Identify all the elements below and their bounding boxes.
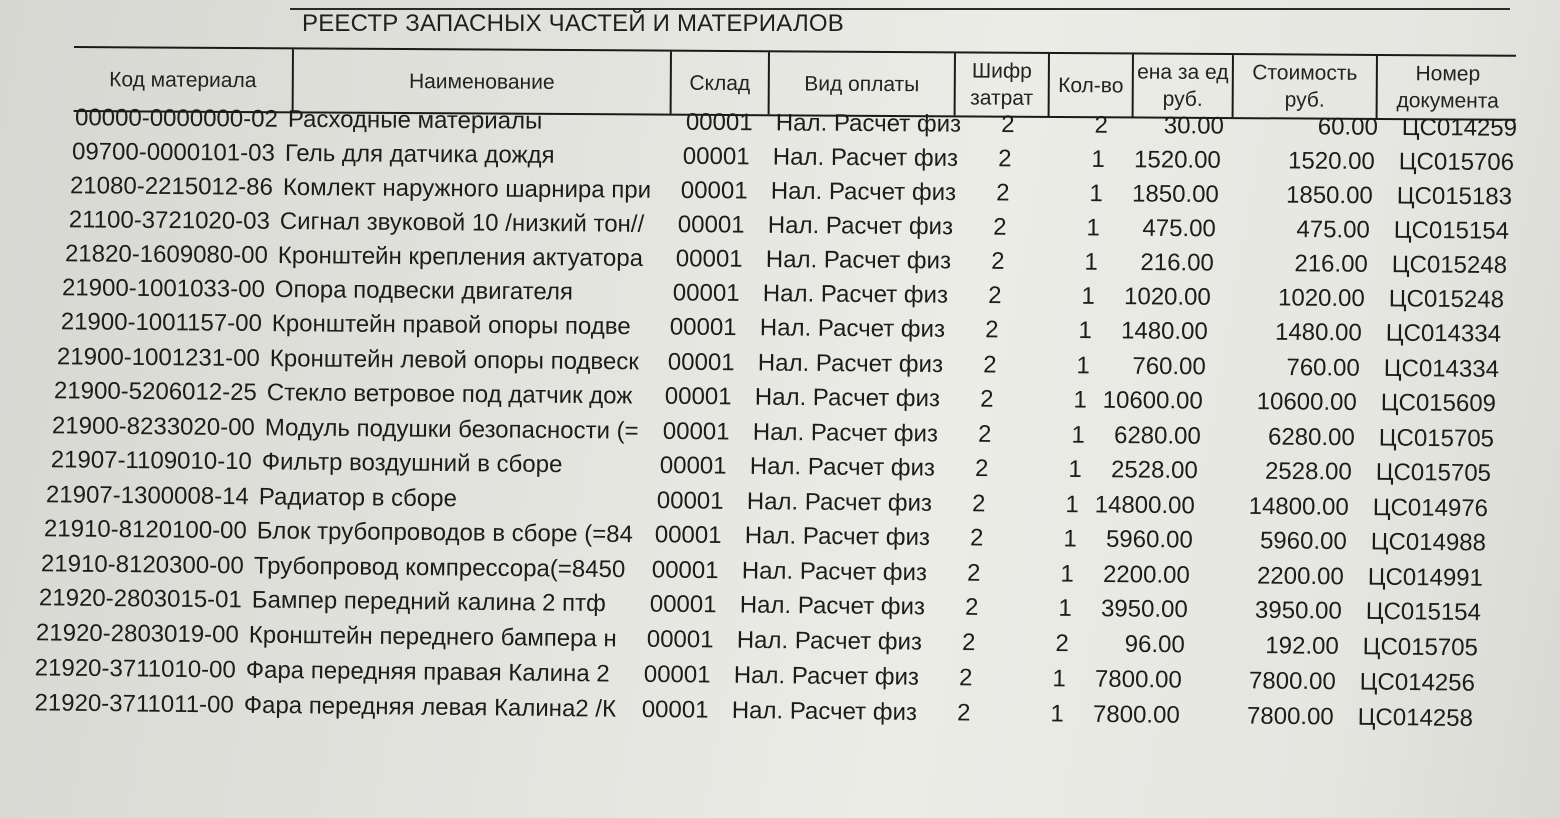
header-pay: Вид оплаты — [768, 52, 954, 115]
cost-code-cell: 2 — [998, 145, 1013, 173]
warehouse-cell: 00001 — [641, 695, 709, 724]
unit-price-cell: 1020.00 — [1123, 283, 1211, 312]
header-qty: Кол-во — [1048, 54, 1132, 117]
cost-code-cell: 2 — [956, 699, 971, 727]
warehouse-cell: 00001 — [649, 591, 717, 619]
payment-type-cell: Нал. Расчет физ — [773, 143, 959, 172]
quantity-cell: 1 — [1083, 248, 1098, 276]
warehouse-cell: 00001 — [659, 452, 727, 480]
payment-type-cell: Нал. Расчет физ — [752, 418, 938, 447]
document-number-cell: ЦС015154 — [1365, 598, 1481, 627]
document-number-cell: ЦС014334 — [1386, 320, 1502, 349]
material-code-cell: 21920-2803019-00 — [35, 619, 239, 649]
material-name-cell: Блок трубопроводов в сборе (=84 — [256, 517, 633, 549]
document-number-cell: ЦС015705 — [1362, 633, 1479, 662]
header-price-line1: ена за ед — [1137, 60, 1229, 85]
unit-price-cell: 14800.00 — [1094, 490, 1196, 519]
unit-price-cell: 760.00 — [1132, 352, 1206, 381]
document-number-cell: ЦС015248 — [1388, 285, 1505, 314]
warehouse-cell: 00001 — [662, 417, 730, 446]
material-code-cell: 21907-1109010-10 — [50, 446, 252, 476]
material-code-cell: 21100-3721020-03 — [68, 206, 271, 235]
total-cost-cell: 3950.00 — [1254, 597, 1342, 626]
material-name-cell: Радиатор в сборе — [259, 482, 458, 512]
cost-code-cell: 2 — [959, 664, 973, 692]
document-number-cell: ЦС014988 — [1370, 528, 1486, 557]
total-cost-cell: 2528.00 — [1264, 457, 1352, 486]
quantity-cell: 1 — [1070, 421, 1085, 449]
payment-type-cell: Нал. Расчет физ — [770, 177, 956, 206]
total-cost-cell: 2200.00 — [1257, 562, 1345, 591]
unit-price-cell: 1480.00 — [1121, 317, 1209, 346]
unit-price-cell: 1520.00 — [1134, 146, 1222, 174]
header-price-line2: руб. — [1162, 87, 1203, 111]
payment-type-cell: Нал. Расчет физ — [749, 452, 936, 482]
quantity-cell: 1 — [1057, 595, 1072, 623]
header-code: Код материала — [109, 67, 257, 92]
document-number-cell: ЦС015706 — [1399, 148, 1515, 177]
warehouse-cell: 00001 — [646, 625, 714, 654]
header-doc-line2: документа — [1396, 89, 1499, 113]
quantity-cell: 1 — [1089, 180, 1103, 208]
unit-price-cell: 7800.00 — [1092, 700, 1180, 729]
material-name-cell: Бампер передний калина 2 птф — [251, 586, 606, 618]
material-code-cell: 21907-1300008-14 — [46, 480, 250, 510]
material-code-cell: 21900-1001157-00 — [61, 308, 263, 338]
cost-code-cell: 2 — [961, 629, 976, 657]
unit-price-cell: 1850.00 — [1131, 180, 1219, 209]
warehouse-cell: 00001 — [657, 486, 725, 515]
document-number-cell: ЦС014256 — [1360, 668, 1476, 697]
document-number-cell: ЦС015705 — [1378, 424, 1494, 453]
document-number-cell: ЦС015248 — [1391, 251, 1507, 280]
warehouse-cell: 00001 — [670, 313, 738, 342]
warehouse-cell: 00001 — [651, 556, 719, 584]
header-sklad: Склад — [670, 52, 768, 115]
cost-code-cell: 2 — [969, 524, 984, 552]
cost-code-cell: 2 — [977, 420, 992, 448]
material-code-cell: 21080-2215012-86 — [69, 172, 273, 201]
quantity-cell: 1 — [1050, 700, 1064, 728]
warehouse-cell: 00001 — [644, 660, 712, 689]
cost-code-cell: 2 — [972, 489, 986, 517]
document-title: РЕЕСТР ЗАПАСНЫХ ЧАСТЕЙ И МАТЕРИАЛОВ — [302, 10, 844, 37]
total-cost-cell: 10600.00 — [1256, 388, 1358, 417]
payment-type-cell: Нал. Расчет физ — [762, 280, 949, 309]
header-name: Наименование — [292, 49, 670, 113]
material-name-cell: Фильтр воздушний в сборе — [261, 448, 563, 479]
payment-type-cell: Нал. Расчет физ — [767, 211, 954, 241]
header-cost-line1: Стоимость — [1252, 61, 1358, 85]
quantity-cell: 1 — [1078, 317, 1093, 345]
cost-code-cell: 2 — [985, 316, 1000, 344]
total-cost-cell: 1480.00 — [1275, 319, 1363, 347]
payment-type-cell: Нал. Расчет физ — [754, 383, 941, 413]
cost-code-cell: 2 — [993, 213, 1007, 241]
document-number-cell: ЦС015183 — [1396, 182, 1512, 211]
unit-price-cell: 30.00 — [1163, 112, 1224, 140]
header-price — [1132, 54, 1232, 117]
total-cost-cell: 1850.00 — [1285, 181, 1373, 210]
quantity-cell: 1 — [1052, 665, 1067, 693]
document-number-cell: ЦС015154 — [1393, 216, 1510, 245]
material-name-cell: Кронштейн крепления актуатора — [277, 242, 643, 273]
warehouse-cell: 00001 — [685, 108, 753, 137]
material-code-cell: 21900-5206012-25 — [54, 377, 258, 407]
header-doc — [1376, 56, 1518, 119]
material-name-cell: Фара передняя левая Калина2 /К — [243, 691, 616, 723]
document-number-cell: ЦС015609 — [1380, 389, 1497, 418]
header-shifr-line2: затрат — [970, 86, 1034, 110]
quantity-cell: 1 — [1073, 386, 1088, 414]
document-number-cell: ЦС014258 — [1357, 703, 1473, 732]
warehouse-cell: 00001 — [672, 279, 740, 308]
material-code-cell: 21920-3711010-00 — [35, 654, 237, 684]
header-shifr — [954, 53, 1048, 116]
cost-code-cell: 2 — [967, 559, 981, 587]
total-cost-cell: 60.00 — [1317, 113, 1378, 141]
unit-price-cell: 6280.00 — [1113, 421, 1201, 450]
cost-code-cell: 2 — [990, 247, 1005, 275]
material-name-cell: Кронштейн переднего бампера н — [248, 621, 617, 653]
total-cost-cell: 1020.00 — [1277, 284, 1365, 313]
quantity-cell: 1 — [1063, 525, 1077, 553]
payment-type-cell: Нал. Расчет физ — [739, 591, 925, 621]
quantity-cell: 1 — [1091, 145, 1106, 173]
material-code-cell: 21900-1001033-00 — [61, 274, 265, 304]
unit-price-cell: 2528.00 — [1110, 456, 1198, 485]
warehouse-cell: 00001 — [664, 382, 732, 411]
quantity-cell: 2 — [1094, 111, 1108, 139]
quantity-cell: 1 — [1076, 351, 1090, 380]
cost-code-cell: 2 — [964, 594, 979, 622]
quantity-cell: 1 — [1060, 560, 1075, 588]
unit-price-cell: 216.00 — [1139, 249, 1214, 277]
quantity-cell: 2 — [1055, 630, 1069, 658]
payment-type-cell: Нал. Расчет физ — [741, 557, 928, 586]
material-name-cell: Кронштейн левой опоры подвеск — [269, 344, 639, 376]
document-number-cell: ЦС014976 — [1373, 493, 1489, 522]
warehouse-cell: 00001 — [677, 211, 745, 239]
material-code-cell: 21900-8233020-00 — [51, 411, 255, 441]
cost-code-cell: 2 — [982, 351, 997, 379]
warehouse-cell: 00001 — [683, 142, 751, 171]
material-name-cell: Стекло ветровое под датчик дож — [266, 379, 633, 410]
document-number-cell: ЦС014334 — [1383, 354, 1499, 383]
quantity-cell: 1 — [1081, 283, 1095, 311]
warehouse-cell: 00001 — [680, 176, 748, 205]
unit-price-cell: 7800.00 — [1095, 665, 1183, 694]
material-name-cell: Модуль подушки безопасности (= — [264, 413, 639, 445]
payment-type-cell: Нал. Расчет физ — [760, 314, 946, 344]
payment-type-cell: Нал. Расчет физ — [765, 246, 951, 275]
material-name-cell: Опора подвески двигателя — [274, 276, 574, 306]
total-cost-cell: 760.00 — [1286, 353, 1360, 382]
cost-code-cell: 2 — [988, 282, 1002, 310]
unit-price-cell: 3950.00 — [1100, 595, 1188, 624]
material-code-cell: 21920-2803015-01 — [38, 584, 242, 614]
total-cost-cell: 192.00 — [1265, 632, 1339, 661]
total-cost-cell: 14800.00 — [1248, 492, 1350, 521]
material-code-cell: 21900-1001231-00 — [56, 343, 260, 372]
material-name-cell: Гель для датчика дождя — [285, 139, 556, 169]
payment-type-cell: Нал. Расчет физ — [734, 661, 920, 691]
cost-code-cell: 2 — [1001, 111, 1015, 139]
document-number-cell: ЦС014991 — [1367, 563, 1484, 592]
quantity-cell: 1 — [1065, 490, 1080, 518]
total-cost-cell: 1520.00 — [1288, 147, 1376, 175]
unit-price-cell: 5960.00 — [1105, 525, 1193, 554]
payment-type-cell: Нал. Расчет физ — [747, 487, 933, 517]
header-cost — [1232, 55, 1376, 118]
unit-price-cell: 475.00 — [1142, 214, 1217, 243]
material-name-cell: Комлект наружного шарнира при — [282, 173, 651, 204]
payment-type-cell: Нал. Расчет физ — [757, 349, 943, 378]
material-code-cell: 21820-1609080-00 — [64, 240, 268, 269]
material-code-cell: 09700-0000101-03 — [72, 138, 276, 167]
payment-type-cell: Нал. Расчет физ — [775, 109, 962, 138]
material-code-cell: 00000-0000000-02 — [74, 104, 278, 133]
material-code-cell: 21910-8120300-00 — [41, 550, 245, 580]
document-number-cell: ЦС014259 — [1401, 113, 1518, 142]
total-cost-cell: 7800.00 — [1246, 702, 1334, 731]
total-cost-cell: 216.00 — [1293, 250, 1368, 278]
payment-type-cell: Нал. Расчет физ — [731, 696, 917, 726]
warehouse-cell: 00001 — [675, 245, 743, 273]
unit-price-cell: 2200.00 — [1103, 560, 1191, 589]
material-name-cell: Трубопровод компрессора(=8450 — [253, 552, 626, 583]
material-code-cell: 21920-3711011-00 — [34, 689, 234, 719]
header-doc-line1: Номер — [1415, 62, 1481, 86]
payment-type-cell: Нал. Расчет физ — [736, 626, 923, 656]
total-cost-cell: 6280.00 — [1267, 422, 1355, 451]
cost-code-cell: 2 — [980, 385, 994, 413]
unit-price-cell: 96.00 — [1124, 630, 1185, 659]
quantity-cell: 1 — [1068, 455, 1082, 484]
total-cost-cell: 7800.00 — [1249, 667, 1337, 696]
total-cost-cell: 5960.00 — [1259, 527, 1347, 556]
payment-type-cell: Нал. Расчет физ — [744, 522, 930, 552]
warehouse-cell: 00001 — [654, 521, 722, 550]
quantity-cell: 1 — [1086, 214, 1101, 242]
unit-price-cell: 10600.00 — [1102, 386, 1204, 415]
material-name-cell: Фара передняя правая Калина 2 — [246, 656, 611, 688]
material-name-cell: Сигнал звуковой 10 /низкий тон// — [279, 207, 645, 238]
material-name-cell: Кронштейн правой опоры подве — [272, 310, 632, 341]
header-cost-line2: руб. — [1284, 88, 1325, 112]
material-code-cell: 21910-8120100-00 — [43, 515, 247, 545]
header-shifr-line1: Шифр — [971, 59, 1032, 83]
cost-code-cell: 2 — [974, 455, 989, 483]
document-number-cell: ЦС015705 — [1375, 458, 1492, 487]
material-name-cell: Расходные материалы — [287, 105, 543, 135]
total-cost-cell: 475.00 — [1296, 215, 1371, 244]
cost-code-cell: 2 — [995, 179, 1010, 207]
warehouse-cell: 00001 — [667, 348, 735, 376]
